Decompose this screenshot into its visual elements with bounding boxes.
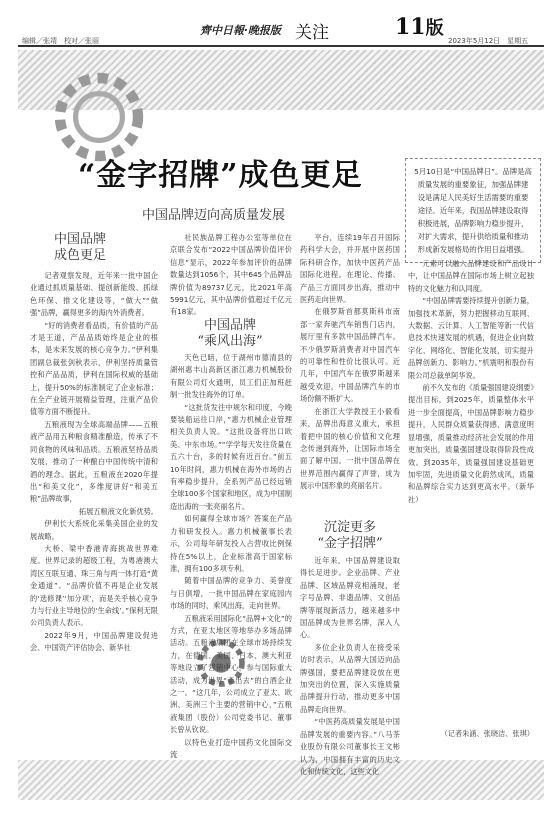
paragraph: 五粮液采用国际化“品牌+文化”的方式，在亚太地区等地举办多场品牌活动。五粮液集团在全球市场持续发力，在德国、美国、日本、澳大利亚等地设立了营销中心，参与国际重大活动，成为世界“走出去”的白酒企业之一。“这几年，公司成立了亚太、欧洲、美洲三个主要的营销中心，”五粮液集团（股份）公司党委书记、董事长曾从钦说。	[170, 613, 292, 735]
decorative-stripe-band-bottom	[18, 760, 544, 800]
paragraph: 在俄罗斯首都莫斯科市南部一家奔驰汽车销售门店内，展厅里有多款中国品牌汽车。不少俄罗斯消费者对中国汽车的可靠性和性价比很认可。近几年，中国汽车在俄罗斯越来越受欢迎，中国品牌汽车的市场份额不断扩大。	[300, 307, 400, 404]
paragraph: “中医药高质量发展是中国品牌发展的重要内容。”八马茶业股份有限公司董事长王文彬认为，中国拥有丰富的历史文化和传统文化，这些文化	[300, 717, 400, 776]
paragraph: 记者观察发现，近年来一批中国企业通过抓质量基础、提创新能级、抓绿色环保、推文化建设等，“做大”“做强”品牌，赢得更多的海内外消费者。	[30, 271, 158, 318]
masthead-logo: 齊中日報·晚报版	[200, 24, 281, 37]
paragraph: 近年来，中国品牌建设取得长足进步。企业品牌、产业品牌、区域品牌竞相涌现，老字号品牌、非遗品牌、文创品牌等展现新活力，越来越多中国品牌成为世界名牌，深入人心。	[300, 556, 400, 640]
paragraph: 平台，连续19年召开国际药科学大会，并开展中医药国际科研合作，加快中医药产品国际化进程。在理论、传播、产品三方面同步出海，推动中医药走向世界。	[300, 233, 400, 305]
paragraph: 五粮液现为全球高端品牌——五粮液产品用五种粮食精准酿造，传承了不同食物的风味和品质。五粮液坚持品质发展，推动了一种酿白中国传统中清和酒的理念。据此，五粮液在2020年提出“和美文化”，多维度讲好“和美五粮”品牌故事，	[30, 419, 158, 504]
paragraph: 多位企业负责人在接受采访时表示，从品牌大国迈向品牌强国，要把品牌建设放在更加突出的位置，深入实施质量品牌提升行动，推动更多中国品牌走向世界。	[300, 642, 400, 714]
paragraph: 元素可以融入品牌建设和产品设计中，让中国品牌在国际市场上树立起独特的文化魅力和认同度。	[408, 259, 534, 293]
page-number-suffix: 版	[425, 18, 444, 39]
paragraph: “中国品牌需要持续提升创新力量，加强技术革新，努力把握移动互联网、大数据、云计算、人工智能等新一代信息技术快速发展的机遇，促进企业向数字化、网络化、智能化发展，切实提升品牌创新力、影响力。”机震明和股份有限公司总裁单阿华说。	[408, 296, 534, 380]
byline: （记者朱涵、张晓洁、张琪）	[440, 729, 534, 738]
page-number-value: 11	[395, 14, 426, 40]
paragraph: “这批货发往中规尔和印度，今晚要装船运往口岸，”惠力机械企业管理相关负责人说。“这批设备将出口欧美、中东市场。”“学学每天发往货量在五六十台，多的时候有近百台。”前五10年时间，惠力机械在海外市场的占有率稳步提升，全系列产品已经远销全球100多个国家和地区，成为中国制造出海的一张亮丽名片。	[170, 402, 292, 511]
sub-heading: 中国品牌 成色更足	[53, 232, 106, 263]
column-2	[170, 352, 292, 760]
sub-heading: 中国品牌 “乘风出海”	[197, 318, 263, 349]
paragraph: 拓展五粮液文化新优势。	[78, 506, 158, 516]
column-2-top	[170, 232, 292, 317]
paragraph: 以特色业打造中国药文化国际交流	[170, 737, 292, 759]
editors-line: 编辑／张靖 校对／张丽	[22, 37, 99, 45]
article-title: “金字招牌”成色更足	[78, 158, 363, 193]
paragraph: 天色已暗，位于湖州市德清县的湖州惠丰山高新区浙江惠力机械股份有限公司灯火通明，员工们正加班赶制一批发往海外的订单。	[170, 353, 292, 400]
paragraph: 2022年9月，中国品牌建设促进会、中国资产评估协会、新华社	[30, 630, 158, 653]
paragraph: 社民族品牌工程办公室等单位在京联合发布“2022中国品牌价值评价信息”显示，2022年参加评价的品牌数量达到1056个，其中645个品牌品牌价值为89737亿元，比2021年高5991亿元，其中品牌价值超过千亿元有18家。	[170, 233, 292, 317]
section-title: 关注	[295, 23, 329, 43]
paragraph: 前不久发布的《质量强国建设纲要》提出目标，到2025年，质量整体水平进一步全面提高，中国品牌影响力稳步提升，人民群众质量获得感、满意度明显增强，质量推动经济社会发展的作用更加突出，质量强国建设取得阶段性成效。到2035年，质量强国建设基础更加牢固，先进质量文化蔚然成风，质量和品牌综合实力达到更高水平。（新华社）	[408, 383, 534, 504]
column-3-top	[300, 232, 400, 522]
column-4	[408, 258, 534, 728]
column-3	[300, 555, 400, 776]
paragraph: 在浙江大学教授王小毅看来，品牌出海意义重大，承担着把中国的核心价值和文化理念传递到海外，让国际市场全面了解中国。一批中国品牌在世界范围内赢得了声誉，成为展示中国形象的亮丽名片。	[300, 406, 400, 491]
sub-heading: 沉淀更多 “金字招牌”	[317, 520, 383, 551]
page-number	[395, 14, 444, 40]
issue-date: 2023年5月12日 星期五	[448, 37, 529, 45]
header-rule	[18, 45, 544, 47]
paragraph: 大桥、梁中香港青海挑战世界难度。世界记录的超级工程，为粤港澳大湾区互联互通、珠三角与两一体打造“黄金通道”。“品牌价值不再是企业发展的‘选修课’‘加分项’，而是关乎核心竞争力与行业主导地位的‘生命线’。”保利无限公司负责人表示。	[30, 543, 158, 628]
column-1	[30, 270, 158, 760]
paragraph: 如何赢得全球市场？答案在产品力和研发投入。惠力机械董事长表示，公司每年研发投入占营收比例保持在5%以上，企业标准高于国家标准，拥有100多项专利。	[170, 514, 292, 573]
sidebar-note: 5月10日是“中国品牌日”。品牌是高质量发展的重要象征，加强品牌建设是满足人民美好生活需要的重要途径。近年来，我国品牌建设取得积极进展，品牌影响力稳步提升，对扩大需求，提升供给质量和推动形成新发展格局的作用日益增强。	[405, 158, 541, 263]
paragraph: 伊利长大系统化采集美国企业的发展战略。	[30, 519, 158, 541]
article-subtitle: 中国品牌迈向高质量发展	[142, 208, 286, 223]
paragraph: 随着中国品牌的竞争力、美誉度与日俱增，一批中国品牌在家庭园内市场的同时，乘风出海，走向世界。	[170, 576, 292, 611]
paragraph: “好的消费者看品质，有价值的产品才是王道，产品品质始终是企业的根本，是未来发展的核心竞争力。”伊利集团副总裁张剑秋表示，伊利坚持质量管控和产品品质，伊利在国际权威的基础上，提升50%的标准制定了企业标准；在全产业链开展精益管理，注重产品价值等方面不断提升。	[30, 320, 158, 417]
